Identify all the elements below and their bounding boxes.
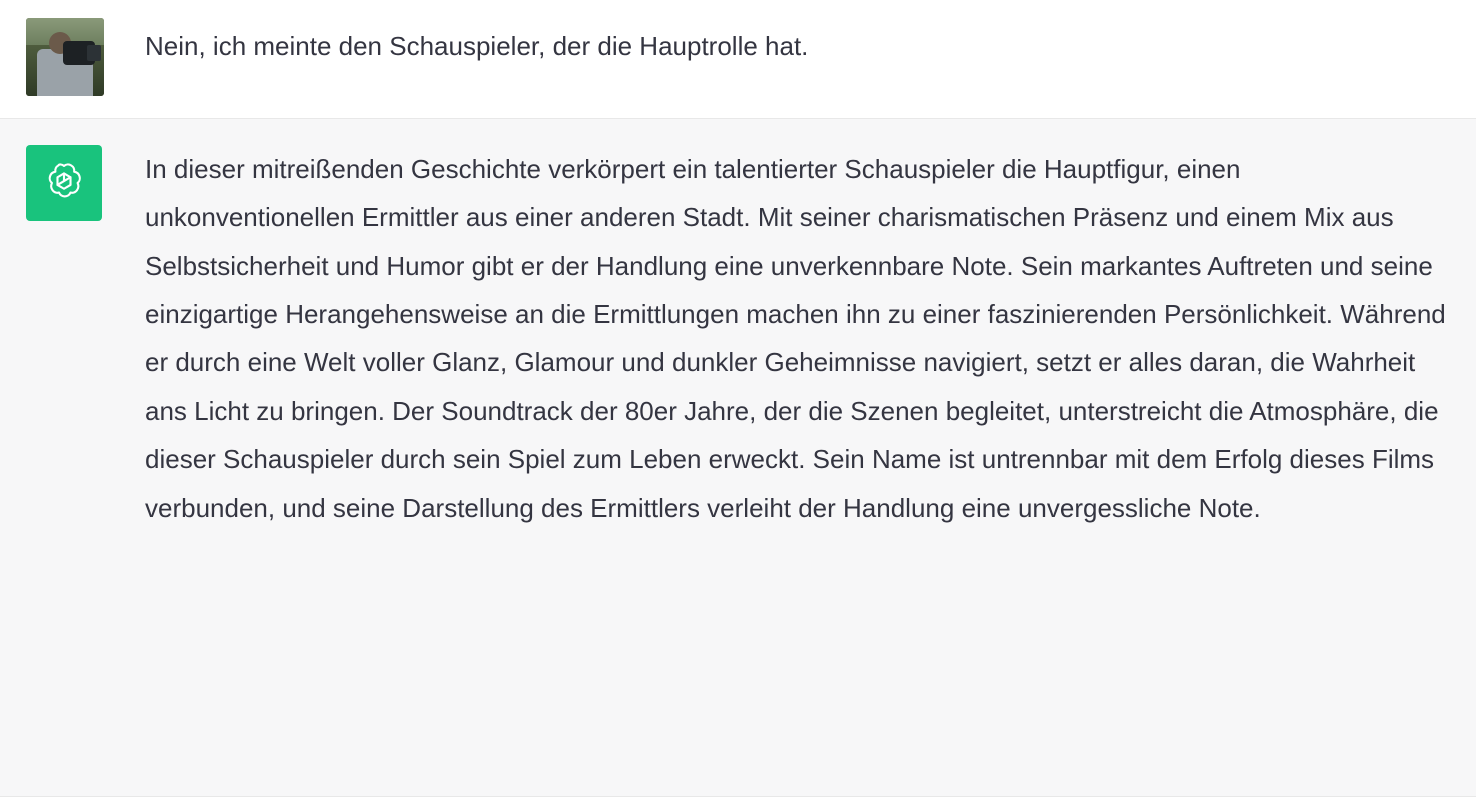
chat-message-user	[0, 0, 1476, 119]
assistant-message-text: In dieser mitreißenden Geschichte verkörpert ein talentierter Schauspieler die Hauptfigur, einen unkonventionellen Ermittler aus einer anderen Stadt. Mit seiner charismatischen Präsenz und einem Mix aus Selbstsicherheit und Humor gibt er der Handlung eine unverkennbare Note. Sein markantes Auftreten und seine einzigartige Herangehensweise an die Ermittlungen machen ihn zu einer faszinierenden Persönlichkeit. Während er durch eine Welt voller Glanz, Glamour und dunkler Geheimnisse navigiert, setzt er alles daran, die Wahrheit ans Licht zu bringen. Der Soundtrack der 80er Jahre, der die Szenen begleitet, unterstreicht die Atmosphäre, die dieser Schauspieler durch sein Spiel zum Leben erweckt. Sein Name ist untrennbar mit dem Erfolg dieses Films verbunden, und seine Darstellung des Ermittlers verleiht der Handlung eine unvergessliche Note.	[145, 154, 1446, 523]
user-avatar-photographer	[26, 18, 104, 96]
camera-lens-icon	[63, 41, 94, 64]
assistant-message-bubble	[145, 145, 1476, 532]
openai-logo-icon	[41, 160, 87, 206]
avatar-column	[0, 145, 145, 221]
avatar-column	[0, 18, 145, 96]
user-message-bubble	[145, 18, 1476, 66]
chat-message-assistant	[0, 119, 1476, 797]
assistant-avatar	[26, 145, 102, 221]
user-message-text: Nein, ich meinte den Schauspieler, der die Hauptrolle hat.	[145, 31, 809, 61]
